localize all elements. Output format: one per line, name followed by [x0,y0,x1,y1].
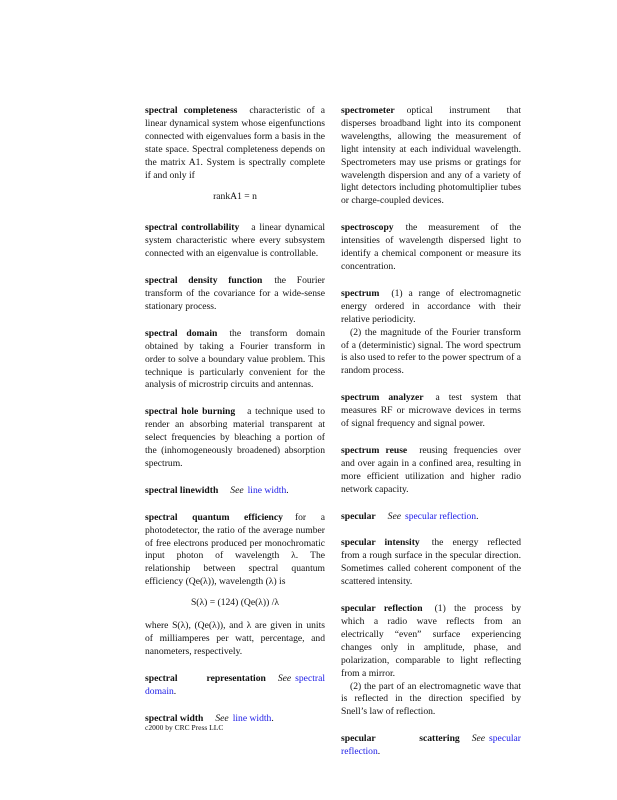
entry-term: spectral width [145,712,204,724]
entry-term: specular intensity [341,537,420,549]
punctuation: . [173,685,177,697]
equation-rank: rankA1 = n [213,191,257,203]
punctuation: . [286,484,289,496]
entry-spectral-domain [145,328,325,393]
entry-term: spectral completeness [145,105,238,116]
entry-term: spectral representation [145,672,266,684]
see-label: See [471,733,486,745]
entry-spectrum-analyzer [341,392,521,431]
entry-term: spectral linewidth [145,484,219,496]
entry-spectral-hole-burning [145,406,325,471]
entry-spectrum-reuse [341,445,521,497]
entry-term: spectral hole burning [145,406,236,418]
copyright-footer: c2000 by CRC Press LLC [145,723,224,732]
entry-definition-continued: where S(λ), (Qe(λ)), and λ are given in units of milliamperes per watt, percentage, and nanometers, respectively. [145,620,325,657]
entry-definition: a technique used to render an absorbing material transparent at select frequencies by bleaching a portion of the (inhomogeneously broadened) absorption spectrum. [145,406,326,469]
entry-definition: (1) the process by which a radio wave reflects from an electrically “even” surface experiencing changes only in amplitude, phase, and polarization, comparable to light reflecting from a mirror. [341,603,521,679]
entry-term: spectral quantum efficiency [145,511,283,523]
left-column [145,105,325,740]
entry-definition: for a photodetector, the ratio of the average number of free electrons produced per monochromatic input photon of wavelength λ. The relationship between spectral quantum efficiency (Qe(λ)), wavelength (λ) is [145,511,325,588]
entry-spectroscopy [341,222,521,274]
entry-definition: reusing frequencies over and over again in a confined area, resulting in more efficient utilization and higher radio network capacity. [341,444,521,495]
entry-term: spectrum analyzer [341,392,424,404]
right-column [341,105,521,773]
entry-term: spectrum reuse [341,444,408,456]
entry-term: spectrum [341,287,380,299]
see-label: See [215,712,229,724]
cross-reference-link[interactable]: specular reflection [404,510,477,522]
cross-reference-link[interactable]: line width [232,712,272,724]
entry-spectral-completeness [145,105,325,204]
entry-term: specular scattering [341,733,460,745]
entry-definition: characteristic of a linear dynamical system whose eigenfunctions connected with eigenvalues form a basis in the state space. Spectral completeness depends on the matrix A1. System is spectrally complete if and only if [145,105,325,181]
entry-specular [341,511,521,524]
entry-definition: the Fourier transform of the covariance for a wide-sense stationary process. [145,275,325,312]
entry-term: spectroscopy [341,222,394,234]
equation-quantum-efficiency: S(λ) = (124) (Qe(λ)) /λ [190,597,280,609]
see-label: See [230,484,244,496]
entry-definition-part-2: (2) the part of an electromagnetic wave that is reflected in the direction specified by Snell’s law of reflection. [341,680,521,718]
punctuation: . [271,712,274,724]
entry-definition: the energy reflected from a rough surface in the specular direction. Sometimes called coherent component of the scattered intensity. [341,537,522,588]
entry-spectrum [341,288,521,378]
entry-definition: the transform domain obtained by taking a Fourier transform in order to solve a boundary value problem. This technique is particularly convenient for the analysis of microstrip circuits and antennas. [145,327,326,391]
entry-specular-intensity [341,537,521,589]
entry-definition: (1) a range of electromagnetic energy ordered in accordance with their relative periodicity. [341,287,521,325]
entry-definition: optical instrument that disperses broadband light into its component wavelengths, allowing the measurement of light intensity at each individual wavelength. Spectrometers may use prisms or gratings for wavelength dispersion and any of a variety of light detectors including photomultiplier tubes or charge-coupled devices. [341,105,521,207]
entry-specular-reflection [341,603,521,719]
punctuation: . [476,510,479,522]
entry-spectral-quantum-efficiency [145,512,325,659]
punctuation: . [377,746,381,758]
cross-reference-link[interactable]: specular reflection [341,733,521,758]
entry-definition: a test system that measures RF or microwave devices in terms of signal frequency and signal power. [341,392,521,430]
entry-spectral-linewidth [145,485,325,498]
entry-specular-scattering [341,733,521,759]
entry-spectral-density-function [145,275,325,314]
entry-term: spectrometer [341,105,395,116]
entry-term: specular [341,510,376,522]
entry-term: spectral density function [145,275,263,287]
entry-spectral-controllability [145,222,325,261]
entry-definition: the measurement of the intensities of wavelength dispersed light to identify a chemical component or measure its concentration. [341,222,521,272]
entry-spectrometer [341,105,521,208]
entry-term: spectral domain [145,327,218,339]
see-label: See [277,672,292,684]
cross-reference-link[interactable]: line width [247,484,287,496]
entry-term: spectral controllability [145,222,240,234]
entry-definition: a linear dynamical system characteristic where every subsystem connected with an eigenvalue is controllable. [145,222,325,260]
entry-term: specular reflection [341,603,423,615]
cross-reference-link[interactable]: spectral domain [145,672,325,697]
see-label: See [387,510,401,522]
entry-spectral-representation [145,673,325,699]
entry-definition-part-2: (2) the magnitude of the Fourier transform of a (deterministic) signal. The word spectrum is also used to refer to the power spectrum of a random process. [341,326,521,377]
